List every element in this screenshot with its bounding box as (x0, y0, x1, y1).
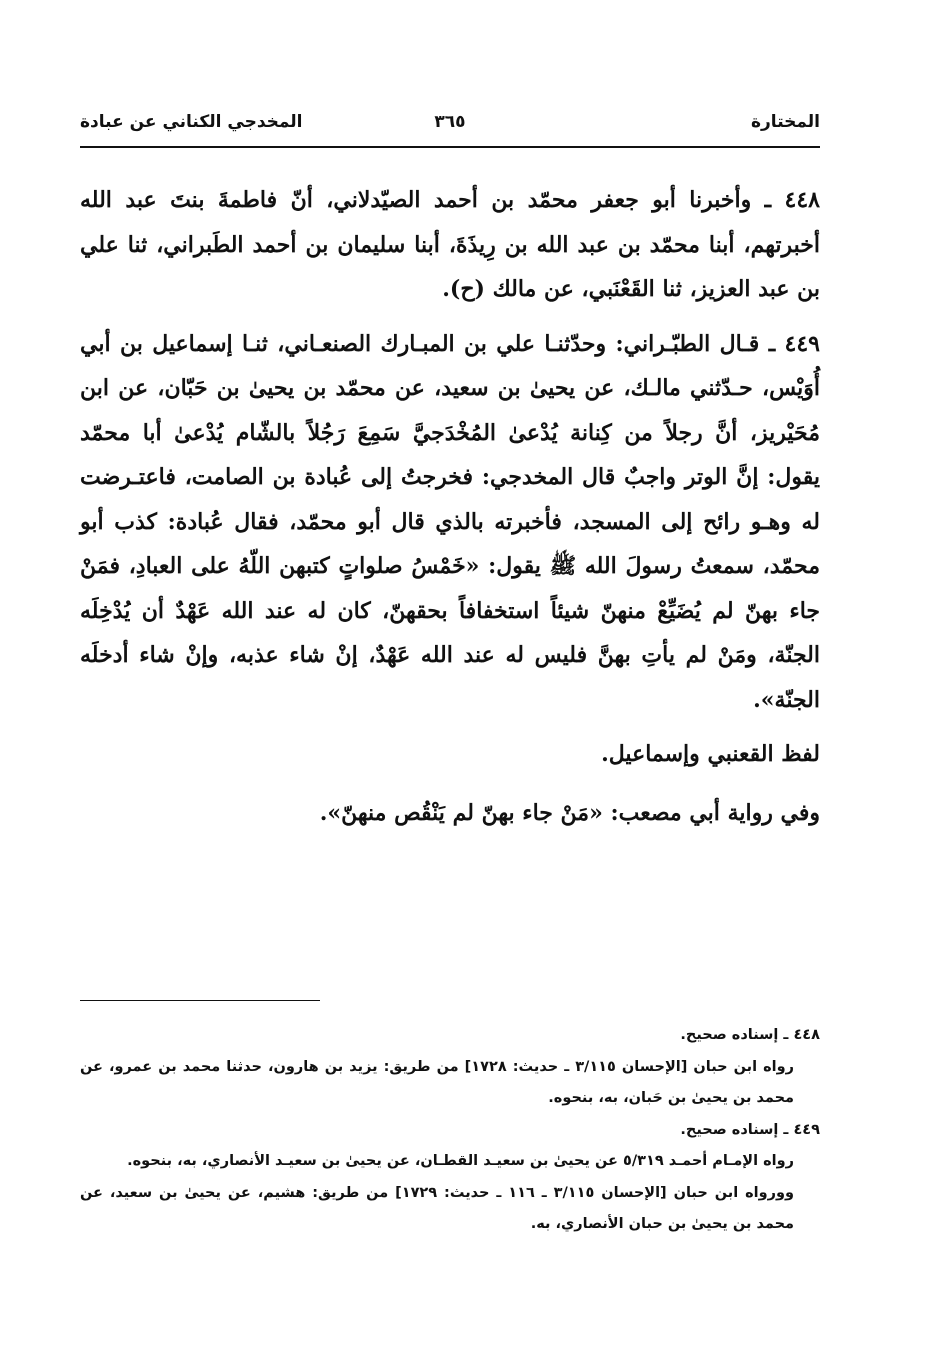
hadith-number: ٤٤٨ (784, 187, 820, 213)
hadith-449 (80, 322, 820, 723)
footnote-448 (80, 1020, 820, 1115)
header-divider (80, 146, 820, 148)
footnote-grade: ـ إسناده صحيح. (680, 1121, 789, 1138)
running-header (80, 112, 820, 144)
footnote-head (80, 1115, 820, 1147)
chapter-title: المخدجي الكناني عن عبادة (80, 112, 303, 132)
book-page (80, 0, 820, 1352)
footnotes (80, 1020, 820, 1241)
footnote-number: ٤٤٨ (793, 1027, 820, 1043)
closing-note: لفظ القعنبي وإسماعيل. (601, 741, 820, 767)
book-title: المختارة (750, 112, 820, 132)
closing-note: وفي رواية أبي مصعب: «مَنْ جاء بهنّ لم يَنْقُص منهنّ». (319, 799, 820, 826)
footnote-divider (80, 1000, 320, 1001)
footnote-449 (80, 1115, 820, 1241)
page-number: ٣٦٥ (434, 112, 466, 132)
footnote-line: رواه الإمـام أحمـد ٥/٣١٩ عن يحيىٰ بن سعيـد القطـان، عن يحيىٰ بن سعيـد الأنصاري، به، بنحوه. (127, 1153, 794, 1169)
hadith-448 (80, 178, 820, 312)
footnote-grade: ـ إسناده صحيح. (680, 1027, 789, 1043)
footnote-head (80, 1020, 820, 1052)
footnote-line: وورواه ابن حبان [الإحسان ٣/١١٥ ـ ١١٦ ـ حديث: ١٧٢٩] من طريق: هشيم، عن يحيىٰ بن سعيد، عن محمد بن يحيىٰ بن حبان الأنصاري، به. (80, 1184, 795, 1232)
hadith-text: ـ قـال الطبّـراني: وحدّثنـا علي بن المبـارك الصنعـاني، ثنـا إسماعيل بن أبي أُوَيْس، حـدّثني مالـك، عن يحيىٰ بن سعيد، عن محمّد بن يحيىٰ بن حَبّان، عن ابن مُحَيْريز، أنَّ رجلاً من كِنانة يُدْعىٰ المُخْدَجيَّ سَمِعَ رَجُلاً بالشّام يُدْعىٰ أبا محمّد يقول: إنَّ الوتر واجبٌ قال المخدجي: فخرجتُ إلى عُبادة بن الصامت، فاعتـرضت له وهـو رائح إلى المسجد، فأخبرته بالذي قال أبو محمّد، فقال عُبادة: كذب أبو محمّد، سمعتُ رسولَ الله ﷺ يقول: «خَمْسُ صلواتٍ كتبهن اللّهُ على العبادِ، فمَنْ جاء بهنّ لم يُضَيِّعْ منهنّ شيئاً استخفافاً بحقهنّ، كان له عند الله عَهْدٌ أن يُدْخِلَه الجنّة، ومَنْ لم يأتِ بهنَّ فليس له عند الله عَهْدٌ، إنْ شاء عذبه، وإنْ شاء أدخلَه الجنّة». (80, 330, 820, 713)
footnote-line: رواه ابن حبان [الإحسان ٣/١١٥ ـ حديث: ١٧٢٨] من طريق: يزيد بن هارون، حدثنا محمد بن عمرو، عن محمد بن يحيىٰ بن حَبان، به، بنحوه. (80, 1058, 794, 1106)
footnote-number: ٤٤٩ (793, 1121, 820, 1138)
hadith-text: ـ وأخبرنا أبو جعفر محمّد بن أحمد الصيّدلاني، أنّ فاطمةَ بنتَ عبد الله أخبرتهم، أبنا محمّد بن عبد الله بن رِيذَةَ، أبنا سليمان بن أحمد الطَبراني، ثنا علي بن عبد العزيز، ثنا القَعْنَبي، عن مالك (ح). (80, 187, 820, 302)
main-text (80, 178, 820, 849)
hadith-number: ٤٤٩ (784, 330, 820, 357)
